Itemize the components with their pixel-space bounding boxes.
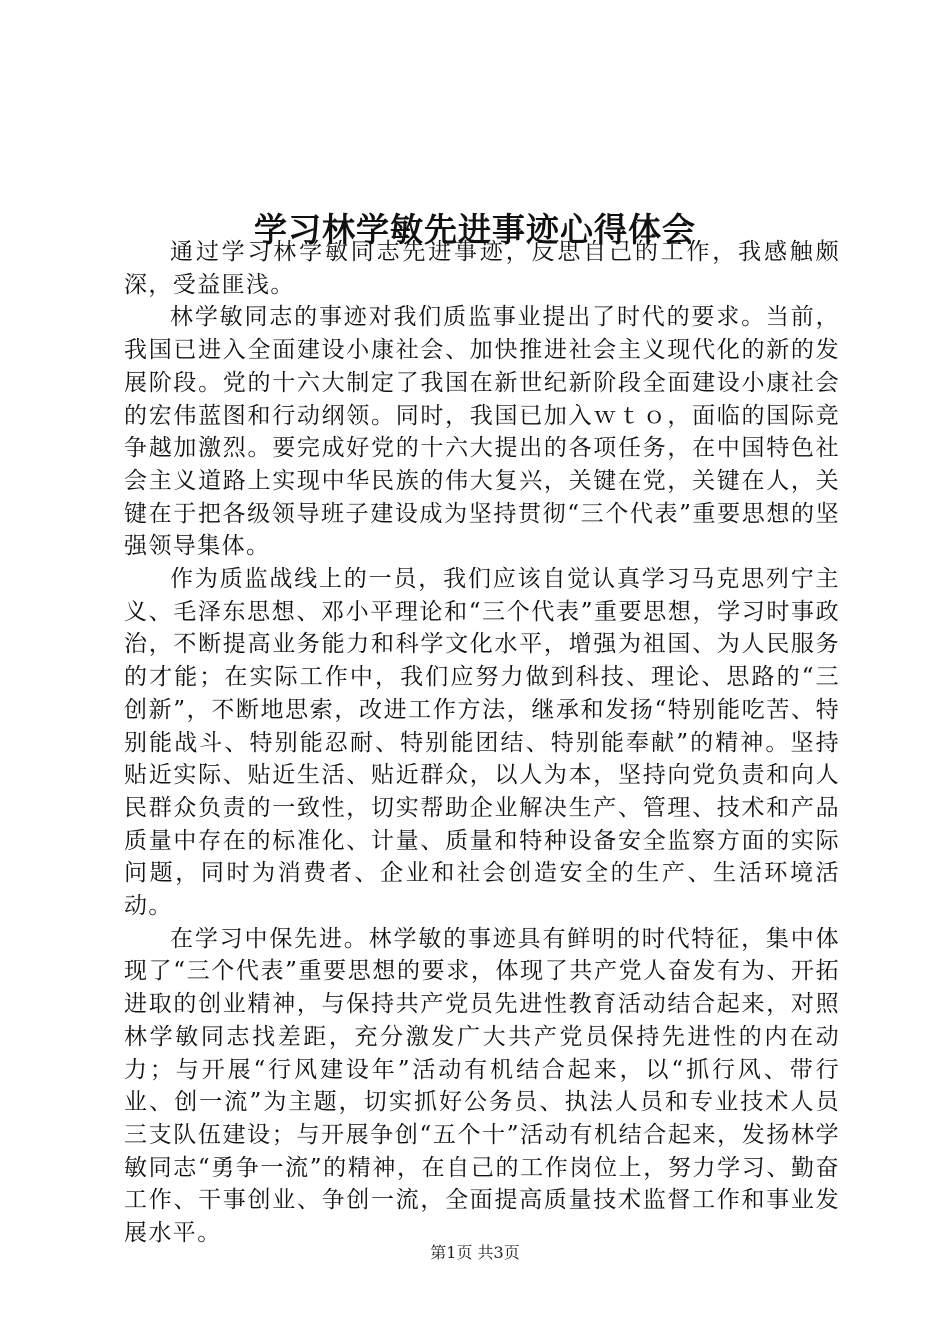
document-title: 学习林学敏先进事迹心得体会 xyxy=(254,210,696,250)
page-number-footer: 第1页 共3页 xyxy=(430,1243,520,1262)
document-body xyxy=(124,236,840,1250)
paragraph: 通过学习林学敏同志先进事迹，反思自己的工作，我感触颇深，受益匪浅。 xyxy=(124,239,840,298)
paragraph: 作为质监战线上的一员，我们应该自觉认真学习马克思列宁主义、毛泽东思想、邓小平理论和“三个代表”重要思想，学习时事政治，不断提高业务能力和科学文化水平，增强为祖国、为人民服务的才能；在实际工作中，我们应努力做到科技、理论、思路的“三创新”，不断地思索，改进工作方法，继承和发扬“特别能吃苦、特别能战斗、特别能忍耐、特别能团结、特别能奉献”的精神。坚持贴近实际、贴近生活、贴近群众，以人为本，坚持向党负责和向人民群众负责的一致性，切实帮助企业解决生产、管理、技术和产品质量中存在的标准化、计量、质量和特种设备安全监察方面的实际问题，同时为消费者、企业和社会创造安全的生产、生活环境活动。 xyxy=(124,566,840,920)
paragraph: 在学习中保先进。林学敏的事迹具有鲜明的时代特征，集中体现了“三个代表”重要思想的要求，体现了共产党人奋发有为、开拓进取的创业精神，与保持共产党员先进性教育活动结合起来，对照林学敏同志找差距，充分激发广大共产党员保持先进性的内在动力；与开展“行风建设年”活动有机结合起来，以“抓行风、带行业、创一流”为主题，切实抓好公务员、执法人员和专业技术人员三支队伍建设；与开展争创“五个十”活动有机结合起来，发扬林学敏同志“勇争一流”的精神，在自己的工作岗位上，努力学习、勤奋工作、干事创业、争创一流，全面提高质量技术监督工作和事业发展水平。 xyxy=(124,925,840,1247)
paragraph: 林学敏同志的事迹对我们质监事业提出了时代的要求。当前，我国已进入全面建设小康社会、加快推进社会主义现代化的新的发展阶段。党的十六大制定了我国在新世纪新阶段全面建设小康社会的宏伟蓝图和行动纲领。同时，我国已加入ｗｔｏ，面临的国际竞争越加激烈。要完成好党的十六大提出的各项任务，在中国特色社会主义道路上实现中华民族的伟大复兴，关键在党，关键在人，关键在于把各级领导班子建设成为坚持贯彻“三个代表”重要思想的坚强领导集体。 xyxy=(124,304,840,560)
